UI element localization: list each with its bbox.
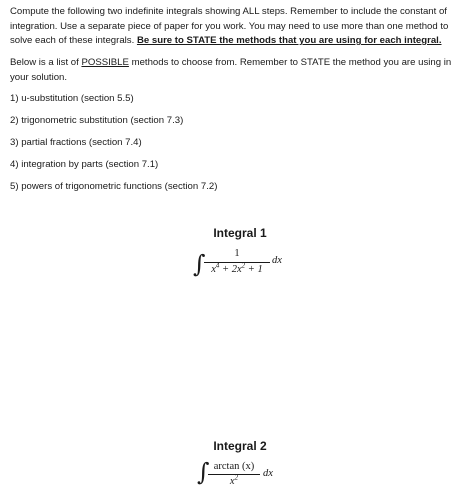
methods-intro-before: Below is a list of [10, 57, 82, 68]
method-item: 2) trigonometric substitution (section 7.3) [10, 115, 184, 126]
integral-2-denominator [208, 473, 260, 488]
method-item: 4) integration by parts (section 7.1) [10, 159, 159, 170]
methods-intro-underlined: POSSIBLE [81, 57, 129, 68]
den-x: x [229, 476, 235, 487]
integral-2-differential: dx [263, 468, 273, 479]
method-item: 1) u-substitution (section 5.5) [10, 93, 134, 104]
den-end: + 1 [245, 264, 263, 275]
methods-intro-after: methods to choose from. Remember to STATE the method you are using in your solution. [10, 57, 452, 83]
methods-intro-paragraph [10, 56, 468, 85]
integral-1-fraction-bar [204, 262, 270, 263]
instructions-text: Compute the following two indefinite integrals showing ALL steps. Remember to include the constant of integration. Use a separate piece of paper for you work. You may need to use more than one method to solve each of these integrals. [10, 6, 449, 46]
integral-1-differential: dx [272, 255, 282, 266]
integral-sign-icon: ∫ [193, 250, 206, 278]
den-exp-4: 4 [215, 261, 220, 270]
integral-1-denominator [204, 261, 270, 276]
den-x: x [211, 264, 216, 275]
integral-sign-icon: ∫ [197, 458, 210, 486]
method-item: 5) powers of trigonometric functions (section 7.2) [10, 181, 218, 192]
instructions-emphasis: Be sure to STATE the methods that you are using for each integral. [136, 35, 442, 46]
integral-2-heading: Integral 2 [213, 439, 267, 453]
den-exp-2: 2 [241, 261, 246, 270]
den-exp: 2 [234, 473, 239, 482]
integral-1-heading: Integral 1 [213, 226, 267, 240]
integral-1-numerator: 1 [234, 248, 240, 259]
den-mid: + 2x [219, 264, 242, 275]
instructions-paragraph [10, 5, 468, 49]
method-item: 3) partial fractions (section 7.4) [10, 137, 142, 148]
integral-2-numerator: arctan (x) [213, 461, 255, 472]
